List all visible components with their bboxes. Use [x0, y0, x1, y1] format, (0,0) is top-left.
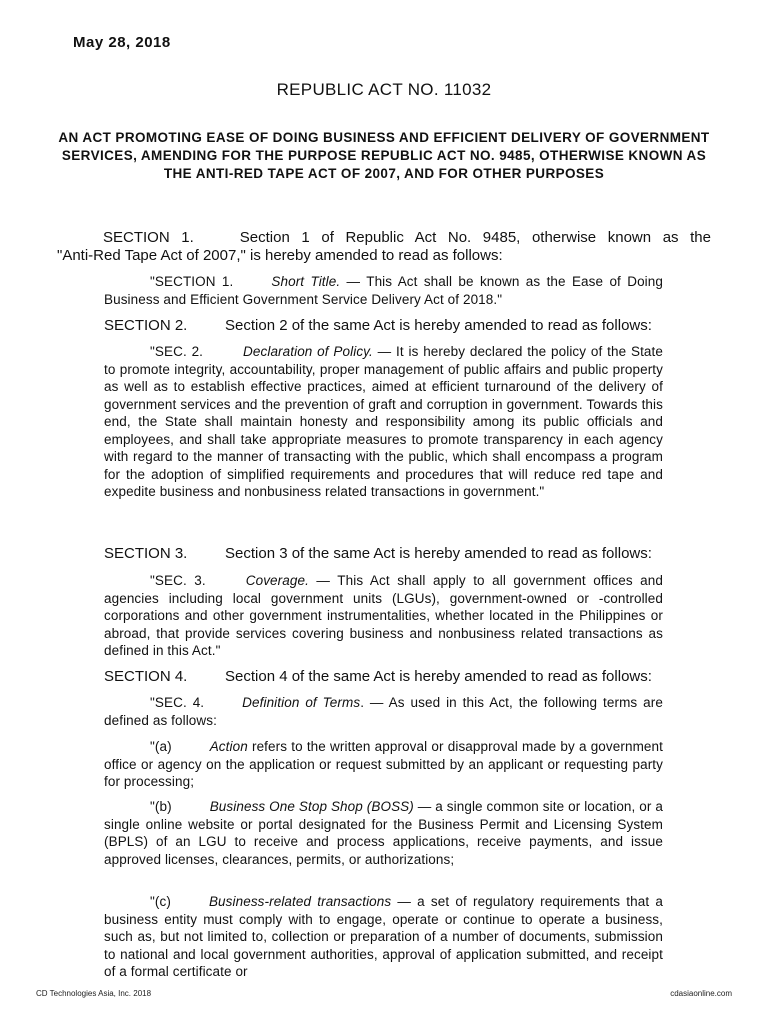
section-4-heading	[104, 668, 711, 686]
definition-b-term: Business One Stop Shop (BOSS)	[209, 799, 414, 814]
definition-a-body: refers to the written approval or disapproval made by a government office or agency on the application or request submitted by an applicant or requesting party for processing;	[104, 739, 663, 789]
section-2-heading	[104, 317, 711, 335]
definition-a-label: "(a)	[150, 739, 172, 754]
section-3-quote-title: Coverage.	[245, 573, 309, 588]
section-3-heading	[104, 545, 711, 563]
section-1-text-line2: "Anti-Red Tape Act of 2007," is hereby amended to read as follows:	[57, 247, 503, 264]
definition-c-term: Business-related transactions	[208, 894, 392, 909]
definition-c	[104, 893, 663, 981]
section-3-quote-body: — This Act shall apply to all government offices and agencies including local government units (LGUs), government-owned or -controlled corporations and other government instrumentalities, whether located in the Philippines or abroad, that provide services covering business and nonbusiness related transactions as defined in this Act."	[104, 573, 663, 658]
footer-website: cdasiaonline.com	[670, 989, 732, 998]
section-4-quote-title: Definition of Terms	[242, 695, 361, 710]
section-1-label: SECTION 1.	[103, 229, 194, 246]
section-4-quote-body: . — As used in this Act, the following terms are defined as follows:	[104, 695, 663, 728]
section-1-heading	[57, 229, 711, 265]
document-date: May 28, 2018	[73, 34, 171, 51]
definition-c-label: "(c)	[150, 894, 171, 909]
section-1-text-line1: Section 1 of Republic Act No. 9485, otherwise known as the	[239, 229, 711, 246]
section-2-quote-title: Declaration of Policy.	[243, 344, 373, 359]
section-4-quote-label: "SEC. 4.	[150, 695, 205, 710]
section-1-quote-label: "SECTION 1.	[150, 274, 234, 289]
act-title: AN ACT PROMOTING EASE OF DOING BUSINESS AND EFFICIENT DELIVERY OF GOVERNMENT SERVICES, AMENDING FOR THE PURPOSE REPUBLIC ACT NO. 9485, OTHERWISE KNOWN AS THE ANTI-RED TAPE ACT OF 2007, AND FOR OTHER PURPOSES	[58, 130, 710, 181]
section-1-quote-body: — This Act shall be known as the Ease of Doing Business and Efficient Government Service Delivery Act of 2018."	[104, 274, 663, 307]
definition-b-label: "(b)	[150, 799, 172, 814]
section-2-text: Section 2 of the same Act is hereby amended to read as follows:	[225, 317, 652, 334]
act-number: REPUBLIC ACT NO. 11032	[276, 80, 492, 99]
section-1-first-line	[57, 229, 711, 247]
section-3-label: SECTION 3.	[104, 545, 188, 562]
section-2-quote-body: — It is hereby declared the policy of the State to promote integrity, accountability, proper management of public affairs and public property as well as to establish effective practices, aimed at efficient turnaround of the delivery of government services and the prevention of graft and corruption in government. Towards this end, the State shall maintain honesty and responsibility among its public officials and employees, and shall take appropriate measures to promote transparency in each agency with regard to the manner of transacting with the public, which shall encompass a program for the adoption of simplified requirements and procedures that will reduce red tape and expedite business and nonbusiness related transactions in government."	[104, 344, 663, 499]
section-3-quote-label: "SEC. 3.	[150, 573, 206, 588]
definition-a-term: Action	[209, 739, 248, 754]
section-2-label: SECTION 2.	[104, 317, 188, 334]
footer-copyright: CD Technologies Asia, Inc. 2018	[36, 989, 152, 998]
definition-c-body: — a set of regulatory requirements that a business entity must comply with to engage, operate or continue to operate a business, such as, but not limited to, collection or preparation of a number of documents, submission to national and local government authorities, approval of application submitted, and receipt of a formal certificate or	[104, 894, 663, 979]
section-2-quote-label: "SEC. 2.	[150, 344, 204, 359]
definition-a	[104, 738, 663, 791]
section-3-text: Section 3 of the same Act is hereby amended to read as follows:	[225, 545, 652, 562]
section-1-quote-title: Short Title.	[271, 274, 341, 289]
section-4-label: SECTION 4.	[104, 668, 188, 685]
section-4-quote	[104, 694, 663, 729]
definition-b-body: — a single common site or location, or a single online website or portal designated for the Business Permit and Licensing System (BPLS) of an LGU to receive and process applications, receive payments, and issue approved licenses, clearances, permits, or authorizations;	[104, 799, 663, 867]
section-1-quote	[104, 273, 663, 308]
section-2-quote	[104, 343, 663, 501]
section-3-quote	[104, 572, 663, 660]
section-4-text: Section 4 of the same Act is hereby amended to read as follows:	[225, 668, 652, 685]
definition-b	[104, 798, 663, 868]
